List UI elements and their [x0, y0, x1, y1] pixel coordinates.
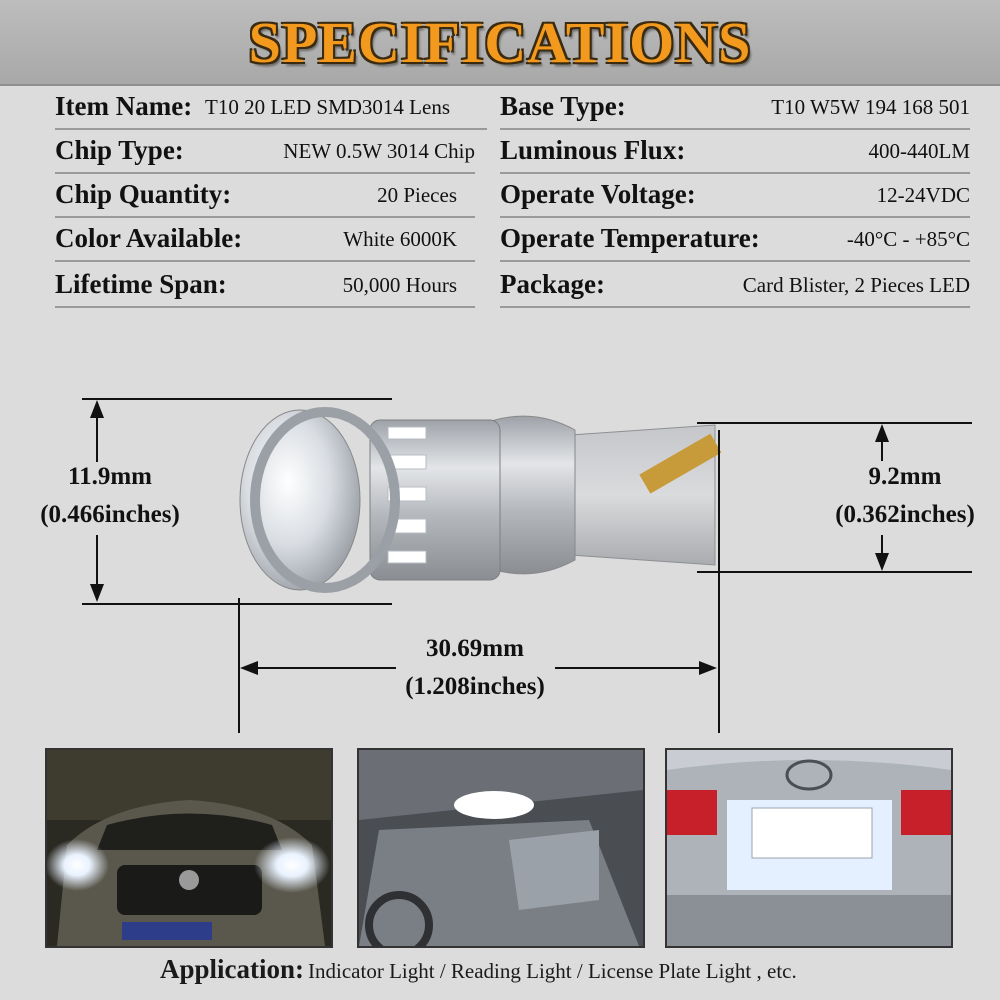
- spec-row-item-name: [55, 88, 487, 130]
- spec-label: Operate Temperature:: [500, 223, 760, 253]
- height-total-in: (0.466inches): [40, 501, 180, 528]
- application-text: Indicator Light / Reading Light / License Plate Light , etc.: [308, 959, 797, 983]
- spec-value: T10 W5W 194 168 501: [771, 95, 970, 119]
- spec-label: Package:: [500, 269, 605, 299]
- dimension-line: [718, 430, 720, 733]
- spec-value: 400-440LM: [868, 139, 970, 163]
- reading-light-photo: [357, 748, 645, 948]
- spec-value: 12-24VDC: [876, 183, 970, 207]
- spec-value: Card Blister, 2 Pieces LED: [742, 273, 970, 297]
- dimension-line: [96, 535, 98, 590]
- spec-label: Chip Type:: [55, 135, 184, 165]
- length-mm: 30.69mm: [426, 635, 524, 662]
- application-line: [160, 954, 797, 985]
- dimension-line: [82, 603, 392, 605]
- spec-value: 20 Pieces: [377, 183, 457, 207]
- arrow-down-icon: [875, 553, 889, 571]
- spec-label: Base Type:: [500, 91, 626, 121]
- spec-label: Operate Voltage:: [500, 179, 696, 209]
- length-in: (1.208inches): [405, 673, 545, 700]
- spec-row-operate-voltage: [500, 176, 970, 218]
- spec-row-luminous-flux: [500, 132, 970, 174]
- spec-row-package: [500, 266, 970, 308]
- arrow-down-icon: [90, 584, 104, 602]
- page-title: SPECIFICATIONS: [248, 9, 752, 75]
- arrow-right-icon: [699, 661, 717, 675]
- arrow-up-icon: [875, 424, 889, 442]
- dimension-line: [256, 667, 396, 669]
- spec-label: Chip Quantity:: [55, 179, 232, 209]
- height-total-mm: 11.9mm: [67, 463, 153, 490]
- spec-row-base-type: [500, 88, 970, 130]
- spec-row-operate-temperature: [500, 220, 970, 262]
- dimension-line: [697, 571, 972, 573]
- spec-value: -40°C - +85°C: [846, 227, 970, 251]
- spec-value: NEW 0.5W 3014 Chip: [283, 139, 475, 163]
- dimension-line: [555, 667, 700, 669]
- indicator-light-photo: [45, 748, 333, 948]
- spec-row-color-available: [55, 220, 475, 262]
- dimension-line: [82, 398, 392, 400]
- spec-row-lifetime-span: [55, 266, 475, 308]
- spec-label: Luminous Flux:: [500, 135, 686, 165]
- title-banner: [0, 0, 1000, 86]
- spec-label: Lifetime Span:: [55, 269, 227, 299]
- height-base-in: (0.362inches): [835, 501, 975, 528]
- arrow-up-icon: [90, 400, 104, 418]
- spec-label: Color Available:: [55, 223, 243, 253]
- arrow-left-icon: [240, 661, 258, 675]
- spec-value: T10 20 LED SMD3014 Lens: [205, 95, 450, 119]
- spec-value: White 6000K: [343, 227, 457, 251]
- height-base-mm: 9.2mm: [868, 463, 942, 490]
- length-label: [385, 630, 565, 706]
- application-label: Application:: [160, 954, 305, 984]
- dimension-line: [697, 422, 972, 424]
- spec-row-chip-quantity: [55, 176, 475, 218]
- height-total-label: [20, 458, 200, 534]
- license-plate-light-photo: [665, 748, 953, 948]
- led-bulb-illustration: [230, 395, 730, 595]
- height-base-label: [815, 458, 995, 534]
- spec-value: 50,000 Hours: [342, 273, 457, 297]
- spec-label: Item Name:: [55, 91, 193, 121]
- spec-row-chip-type: [55, 132, 475, 174]
- dome-light-icon: [454, 791, 534, 819]
